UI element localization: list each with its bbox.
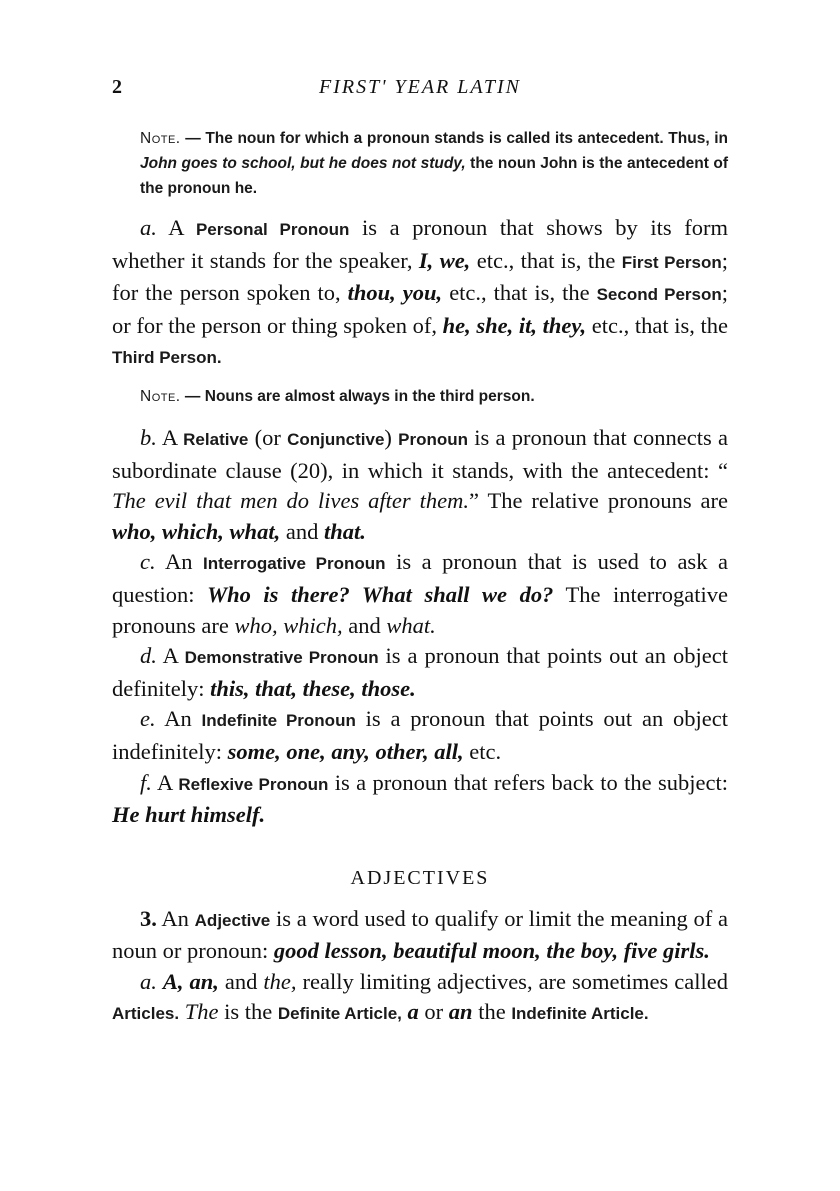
note-label: Note. — [140, 130, 181, 147]
example: this, that, these, those. — [210, 675, 416, 701]
paragraph-marker: a. — [140, 968, 157, 994]
text: etc. — [463, 738, 502, 764]
term: Conjunctive — [287, 429, 385, 449]
term: Second Person — [596, 285, 722, 305]
text: An — [156, 905, 195, 931]
text: A — [156, 215, 196, 240]
running-title: FIRST' YEAR LATIN — [319, 76, 521, 98]
note-text: The noun for which a pronoun stands is called its antecedent. Thus, in — [205, 130, 728, 147]
text: (or — [248, 424, 288, 450]
text: ) — [384, 424, 399, 450]
paragraph-demonstrative-pronoun — [112, 641, 728, 704]
page-body — [112, 126, 728, 1030]
example: The evil that men do lives after them. — [112, 488, 469, 514]
page-header — [112, 76, 728, 104]
text: and — [218, 968, 264, 994]
example: who, which, — [234, 612, 343, 638]
note-antecedent — [140, 126, 728, 201]
paragraph-indefinite-pronoun — [112, 704, 728, 767]
example: who, which, what, — [112, 518, 281, 544]
example: A, an, — [162, 968, 219, 994]
term: Interrogative Pronoun — [203, 554, 386, 574]
term: Relative — [183, 429, 249, 449]
paragraph-marker: f. — [140, 769, 152, 795]
paragraph-reflexive-pronoun — [112, 768, 728, 831]
term: Third Person. — [112, 348, 222, 368]
example: he, she, it, they, — [442, 312, 587, 338]
term: Definite Article, — [277, 1004, 402, 1024]
text: and — [280, 518, 324, 544]
note-nouns-person — [140, 384, 728, 409]
example: He hurt himself. — [112, 802, 266, 828]
example: some, one, any, other, all, — [227, 738, 464, 764]
example: good lesson, beautiful moon, the boy, five girls. — [273, 938, 710, 964]
paragraph-marker: b. — [140, 424, 157, 450]
text: is a pronoun that connects a subordinate clause (20), in which it stands, with the antecedent: “ — [112, 424, 728, 483]
text: An — [155, 549, 203, 575]
paragraph-relative-pronoun — [112, 423, 728, 547]
paragraph-number: 3. — [140, 905, 157, 931]
example: a — [407, 999, 419, 1025]
term: Personal Pronoun — [195, 220, 350, 239]
note-dash: — — [180, 130, 206, 147]
paragraph-marker: e. — [140, 706, 156, 732]
text: is a pronoun that points out an object indefinitely: — [112, 706, 728, 764]
text: etc., that is, the — [442, 280, 597, 306]
text: An — [155, 706, 202, 732]
text: etc., that is, the — [586, 312, 728, 338]
term: First Person — [621, 252, 722, 272]
term: Adjective — [194, 910, 271, 930]
text: is a pronoun that shows by its form whether it stands for the speaker, — [112, 215, 728, 273]
section-heading-adjectives: ADJECTIVES — [350, 866, 490, 889]
text: is a pronoun that points out an object definitely: — [112, 643, 728, 701]
example: thou, you, — [347, 280, 443, 306]
text: ; or for the person or thing spoken of, — [112, 280, 729, 338]
example: what. — [386, 612, 436, 638]
term: Articles. — [112, 1004, 180, 1024]
paragraph-interrogative-pronoun — [112, 547, 728, 641]
text: ; for the person spoken to, — [112, 247, 729, 306]
text: ” The relative pronouns are — [468, 488, 729, 514]
text: the — [472, 999, 512, 1025]
text: A — [156, 424, 184, 450]
text: or — [418, 999, 449, 1025]
paragraph-marker: d. — [140, 643, 157, 669]
note-example: John goes to school, but he does not study, — [140, 155, 466, 172]
text: and — [342, 612, 387, 638]
example: I, we, — [418, 247, 471, 273]
example: The — [184, 999, 219, 1025]
term: Pronoun — [398, 429, 469, 449]
example: that. — [323, 518, 366, 544]
text: etc., that is, the — [470, 247, 622, 273]
paragraph-personal-pronoun — [112, 213, 728, 374]
text: is a pronoun that is used to ask a question: — [112, 549, 728, 607]
paragraph-marker: c. — [140, 549, 156, 575]
text: really limiting adjectives, are sometimes called — [296, 968, 728, 994]
paragraph-adjective — [112, 904, 728, 967]
page-number: 2 — [112, 76, 122, 98]
text: The interrogative pronouns are — [112, 581, 728, 638]
example: an — [448, 999, 473, 1025]
term: Indefinite Pronoun — [201, 711, 356, 731]
term: Reflexive Pronoun — [178, 774, 329, 794]
text: is a pronoun that refers back to the subject: — [328, 769, 728, 795]
example: the, — [263, 968, 297, 994]
text: is the — [218, 999, 278, 1025]
text: A — [151, 769, 179, 795]
term: Demonstrative Pronoun — [184, 648, 379, 668]
example: Who is there? What shall we do? — [207, 581, 554, 607]
term: Indefinite Article. — [511, 1004, 649, 1024]
note-dash: — — [180, 387, 205, 405]
note-text: the noun John is the antecedent of the pronoun he. — [140, 155, 728, 197]
text: is a word used to qualify or limit the meaning of a noun or pronoun: — [112, 905, 728, 964]
paragraph-articles — [112, 967, 728, 1030]
note-text: Nouns are almost always in the third person. — [204, 387, 535, 405]
note-label: Note. — [140, 387, 181, 405]
text: A — [156, 643, 185, 669]
paragraph-marker: a. — [140, 215, 157, 240]
